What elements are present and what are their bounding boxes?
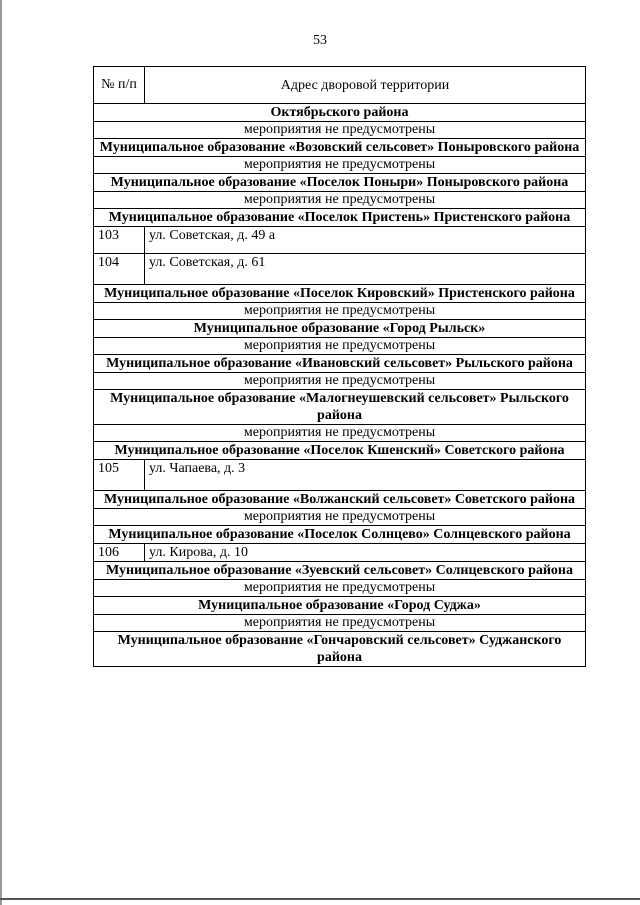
- note-row: [94, 192, 586, 209]
- address-table: [93, 66, 586, 667]
- page-number: 53: [313, 33, 327, 48]
- municipality-heading: Муниципальное образование «Малогнеушевский сельсовет» Рыльского района: [94, 390, 586, 425]
- note-row: [94, 509, 586, 526]
- section-heading-row: [94, 209, 586, 227]
- section-heading-row: [94, 526, 586, 544]
- row-number: 105: [94, 460, 145, 491]
- municipality-heading: Муниципальное образование «Зуевский сельсовет» Солнцевского района: [94, 562, 586, 580]
- note-row: [94, 303, 586, 320]
- note-row: [94, 425, 586, 442]
- header-number: № п/п: [94, 67, 145, 104]
- municipality-heading: Муниципальное образование «Волжанский сельсовет» Советского района: [94, 491, 586, 509]
- table-row: [94, 227, 586, 254]
- no-activities-note: мероприятия не предусмотрены: [94, 373, 586, 390]
- note-row: [94, 580, 586, 597]
- section-heading-row: [94, 355, 586, 373]
- note-row: [94, 338, 586, 355]
- municipality-heading: Муниципальное образование «Город Рыльск»: [94, 320, 586, 338]
- row-address: ул. Чапаева, д. 3: [145, 460, 586, 491]
- no-activities-note: мероприятия не предусмотрены: [94, 122, 586, 139]
- note-row: [94, 122, 586, 139]
- no-activities-note: мероприятия не предусмотрены: [94, 425, 586, 442]
- municipality-heading: Муниципальное образование «Город Суджа»: [94, 597, 586, 615]
- municipality-heading: Муниципальное образование «Поселок Солнцево» Солнцевского района: [94, 526, 586, 544]
- header-address: Адрес дворовой территории: [145, 67, 586, 104]
- section-heading-row: [94, 442, 586, 460]
- table-row: [94, 544, 586, 562]
- table-row: [94, 254, 586, 285]
- section-heading-row: [94, 562, 586, 580]
- no-activities-note: мероприятия не предусмотрены: [94, 509, 586, 526]
- municipality-heading: Муниципальное образование «Гончаровский сельсовет» Суджанского района: [94, 632, 586, 667]
- section-heading-row: [94, 174, 586, 192]
- municipality-heading: Муниципальное образование «Возовский сельсовет» Поныровского района: [94, 139, 586, 157]
- table-row: [94, 460, 586, 491]
- no-activities-note: мероприятия не предусмотрены: [94, 157, 586, 174]
- section-heading-row: [94, 104, 586, 122]
- section-heading-row: [94, 285, 586, 303]
- section-heading-row: [94, 320, 586, 338]
- municipality-heading: Октябрьского района: [94, 104, 586, 122]
- row-address: ул. Кирова, д. 10: [145, 544, 586, 562]
- section-heading-row: [94, 491, 586, 509]
- scan-edge: [0, 0, 2, 905]
- row-number: 104: [94, 254, 145, 285]
- table-header-row: [94, 67, 586, 104]
- bottom-rule: [0, 898, 640, 900]
- row-number: 103: [94, 227, 145, 254]
- row-address: ул. Советская, д. 49 а: [145, 227, 586, 254]
- no-activities-note: мероприятия не предусмотрены: [94, 303, 586, 320]
- municipality-heading: Муниципальное образование «Поселок Кировский» Пристенского района: [94, 285, 586, 303]
- section-heading-row: [94, 632, 586, 667]
- row-address: ул. Советская, д. 61: [145, 254, 586, 285]
- section-heading-row: [94, 390, 586, 425]
- municipality-heading: Муниципальное образование «Поселок Пристень» Пристенского района: [94, 209, 586, 227]
- note-row: [94, 615, 586, 632]
- section-heading-row: [94, 139, 586, 157]
- note-row: [94, 373, 586, 390]
- no-activities-note: мероприятия не предусмотрены: [94, 338, 586, 355]
- section-heading-row: [94, 597, 586, 615]
- no-activities-note: мероприятия не предусмотрены: [94, 615, 586, 632]
- note-row: [94, 157, 586, 174]
- municipality-heading: Муниципальное образование «Поселок Поныри» Поныровского района: [94, 174, 586, 192]
- municipality-heading: Муниципальное образование «Ивановский сельсовет» Рыльского района: [94, 355, 586, 373]
- municipality-heading: Муниципальное образование «Поселок Кшенский» Советского района: [94, 442, 586, 460]
- row-number: 106: [94, 544, 145, 562]
- no-activities-note: мероприятия не предусмотрены: [94, 192, 586, 209]
- no-activities-note: мероприятия не предусмотрены: [94, 580, 586, 597]
